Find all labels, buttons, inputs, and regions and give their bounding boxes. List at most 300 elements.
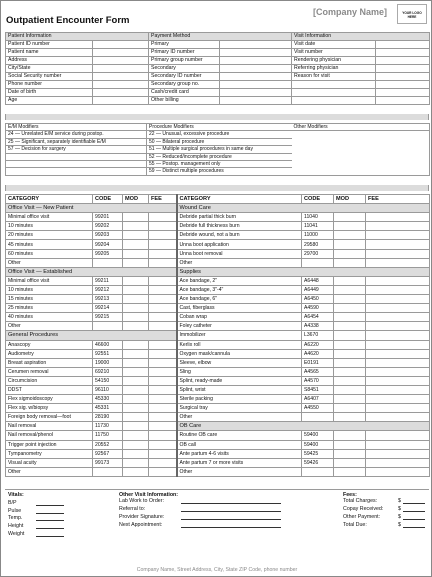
code-value: 59400 xyxy=(302,431,334,440)
codes-table xyxy=(5,194,430,477)
fee-entry[interactable] xyxy=(366,404,430,413)
code-category-label: 20 minutes xyxy=(6,231,93,240)
code-value: 99211 xyxy=(93,276,123,285)
code-category-label: Debride wound, not a burn xyxy=(177,231,302,240)
modifier-entry[interactable] xyxy=(123,431,149,440)
modifier-entry[interactable] xyxy=(123,285,149,294)
payment-field-value[interactable] xyxy=(220,97,292,105)
fee-entry[interactable] xyxy=(366,367,430,376)
code-value: 29700 xyxy=(302,249,334,258)
visit-field-label: Reason for visit xyxy=(292,73,376,81)
codes-row xyxy=(6,313,430,322)
modifier-entry[interactable] xyxy=(334,376,366,385)
fee-entry[interactable] xyxy=(149,458,177,467)
code-value: 45331 xyxy=(93,404,123,413)
code-category-label: Ante partum 4-6 visits xyxy=(177,449,302,458)
patient-field-value[interactable] xyxy=(93,89,149,97)
patient-field-value[interactable] xyxy=(93,57,149,65)
fee-entry-line[interactable] xyxy=(403,527,425,528)
info-section-header: Patient Information xyxy=(6,33,149,41)
modifier-entry[interactable] xyxy=(123,349,149,358)
modifier-entry[interactable] xyxy=(123,440,149,449)
modifier-entry[interactable] xyxy=(334,404,366,413)
fee-entry[interactable] xyxy=(149,385,177,394)
modifier-entry[interactable] xyxy=(334,395,366,404)
code-value: 92567 xyxy=(93,449,123,458)
code-category-label: OB call xyxy=(177,440,302,449)
visit-field-value[interactable] xyxy=(376,81,430,89)
fee-entry[interactable] xyxy=(149,413,177,422)
fee-entry[interactable] xyxy=(149,404,177,413)
modifier-section-header: Procedure Modifiers xyxy=(147,124,292,131)
modifier-entry[interactable] xyxy=(334,413,366,422)
modifier-entry[interactable] xyxy=(123,376,149,385)
code-value xyxy=(302,467,334,476)
fee-entry[interactable] xyxy=(149,285,177,294)
payment-field-value[interactable] xyxy=(220,81,292,89)
codes-row xyxy=(6,458,430,467)
fee-entry[interactable] xyxy=(149,313,177,322)
fee-entry[interactable] xyxy=(149,449,177,458)
vital-label: B/P xyxy=(8,500,17,506)
fee-entry[interactable] xyxy=(366,449,430,458)
code-category-label: Ace bandage, 6" xyxy=(177,295,302,304)
fee-entry[interactable] xyxy=(149,258,177,267)
modifier-entry[interactable] xyxy=(123,240,149,249)
codes-row xyxy=(6,449,430,458)
em-modifier-item[interactable]: 25 — Significant, separately identifiable E/M xyxy=(6,138,147,145)
other-visit-entry-line[interactable] xyxy=(181,519,281,520)
fee-entry[interactable] xyxy=(149,431,177,440)
fee-entry-line[interactable] xyxy=(403,511,425,512)
code-value: A6448 xyxy=(302,276,334,285)
modifier-entry[interactable] xyxy=(334,349,366,358)
codes-row xyxy=(6,258,430,267)
em-modifier-item[interactable]: 24 — Unrelated E/M service during postop. xyxy=(6,131,147,138)
modifier-entry[interactable] xyxy=(123,304,149,313)
modifier-entry[interactable] xyxy=(334,276,366,285)
codes-row xyxy=(6,222,430,231)
code-category-label: Foley catheter xyxy=(177,322,302,331)
vital-label: Weight xyxy=(8,530,25,537)
fee-entry[interactable] xyxy=(149,358,177,367)
codes-row xyxy=(6,340,430,349)
code-value: 28190 xyxy=(93,413,123,422)
payment-field-label: Primary ID number xyxy=(149,49,220,57)
form-title: Outpatient Encounter Form xyxy=(6,15,130,26)
fee-currency-symbol: $ xyxy=(398,514,401,520)
code-category-label: Minimal office visit xyxy=(6,276,93,285)
code-value: 54150 xyxy=(93,376,123,385)
code-category-label: Visual acuity xyxy=(6,458,93,467)
payment-field-value[interactable] xyxy=(220,49,292,57)
code-category-label: Cerumen removal xyxy=(6,367,93,376)
code-category-label: 40 minutes xyxy=(6,313,93,322)
vital-entry-line[interactable] xyxy=(36,528,64,529)
modifier-entry[interactable] xyxy=(334,322,366,331)
codes-row xyxy=(6,240,430,249)
modifier-entry[interactable] xyxy=(334,222,366,231)
code-value: 92551 xyxy=(93,349,123,358)
visit-field-label xyxy=(292,81,376,89)
patient-field-value[interactable] xyxy=(93,81,149,89)
fee-entry[interactable] xyxy=(366,313,430,322)
fee-entry[interactable] xyxy=(366,349,430,358)
code-value: A6449 xyxy=(302,285,334,294)
procedure-modifier-item[interactable]: 51 — Multiple surgical procedures in same day xyxy=(147,146,292,153)
fee-entry[interactable] xyxy=(149,422,177,431)
info-row xyxy=(6,41,430,49)
code-category-label: Other xyxy=(6,467,93,476)
fee-label: Copay Received: xyxy=(343,506,384,512)
code-category-label: Trigger point injection xyxy=(6,440,93,449)
code-value: A4620 xyxy=(302,349,334,358)
code-category-label: Ace bandage, 2" xyxy=(177,276,302,285)
code-category-label: 10 minutes xyxy=(6,222,93,231)
modifier-entry[interactable] xyxy=(123,404,149,413)
other-visit-entry-line[interactable] xyxy=(181,503,281,504)
fee-entry[interactable] xyxy=(366,240,430,249)
code-category-label: Routine OB care xyxy=(177,431,302,440)
code-category-label: Other xyxy=(6,258,93,267)
logo-placeholder: YOUR LOGO HERE xyxy=(397,4,427,24)
code-value: 59425 xyxy=(302,449,334,458)
modifier-entry[interactable] xyxy=(123,313,149,322)
code-value: 11750 xyxy=(93,431,123,440)
modifier-entry[interactable] xyxy=(123,276,149,285)
procedure-modifier-item[interactable]: 59 — Distinct multiple procedures xyxy=(149,168,224,175)
fee-entry[interactable] xyxy=(149,440,177,449)
fee-entry[interactable] xyxy=(149,322,177,331)
code-value: A4565 xyxy=(302,367,334,376)
fee-entry[interactable] xyxy=(366,358,430,367)
modifier-entry[interactable] xyxy=(334,285,366,294)
patient-field-value[interactable] xyxy=(93,65,149,73)
fee-entry[interactable] xyxy=(366,458,430,467)
codes-row xyxy=(6,213,430,222)
procedure-modifier-item[interactable]: 50 — Bilateral procedure xyxy=(147,138,292,145)
other-modifier-item[interactable] xyxy=(292,138,430,145)
info-section-header: Visit Information xyxy=(292,33,430,41)
code-category-label: Other xyxy=(177,413,302,422)
code-value: A4550 xyxy=(302,404,334,413)
em-modifier-item[interactable]: 57 — Decision for surgery xyxy=(6,146,147,153)
code-value: L3670 xyxy=(302,331,334,340)
payment-field-value[interactable] xyxy=(220,89,292,97)
fee-entry[interactable] xyxy=(149,376,177,385)
other-modifier-item[interactable] xyxy=(292,168,430,175)
code-value: A4590 xyxy=(302,304,334,313)
fee-entry[interactable] xyxy=(149,240,177,249)
fee-entry[interactable] xyxy=(149,295,177,304)
modifier-entry[interactable] xyxy=(334,313,366,322)
code-category-label: 10 minutes xyxy=(6,285,93,294)
payment-field-value[interactable] xyxy=(220,57,292,65)
patient-field-value[interactable] xyxy=(93,97,149,105)
info-row xyxy=(6,49,430,57)
visit-field-value[interactable] xyxy=(376,89,430,97)
visit-field-label: Visit number xyxy=(292,49,376,57)
info-header-row xyxy=(6,33,430,41)
code-value: E0191 xyxy=(302,358,334,367)
modifier-entry[interactable] xyxy=(334,467,366,476)
fee-entry[interactable] xyxy=(149,395,177,404)
other-modifier-item[interactable] xyxy=(292,131,430,138)
fee-entry[interactable] xyxy=(366,285,430,294)
payment-field-label: Other billing xyxy=(149,97,220,105)
fee-entry[interactable] xyxy=(366,395,430,404)
fee-entry[interactable] xyxy=(366,295,430,304)
vitals-title: Vitals: xyxy=(8,492,24,498)
code-value: 46600 xyxy=(93,340,123,349)
code-category-label: Surgical tray xyxy=(177,404,302,413)
code-value: A4570 xyxy=(302,376,334,385)
payment-field-label: Primary xyxy=(149,41,220,49)
fee-entry[interactable] xyxy=(366,322,430,331)
fee-entry[interactable] xyxy=(149,340,177,349)
modifier-entry[interactable] xyxy=(334,431,366,440)
modifier-entry[interactable] xyxy=(123,467,149,476)
modifier-entry[interactable] xyxy=(123,249,149,258)
modifier-entry[interactable] xyxy=(123,449,149,458)
code-value: 99202 xyxy=(93,222,123,231)
modifier-row xyxy=(6,138,430,145)
modifier-entry[interactable] xyxy=(334,440,366,449)
modifier-entry[interactable] xyxy=(123,422,149,431)
modifier-entry[interactable] xyxy=(334,249,366,258)
code-value: 45330 xyxy=(93,395,123,404)
modifier-entry[interactable] xyxy=(334,340,366,349)
info-row xyxy=(6,65,430,73)
fee-entry[interactable] xyxy=(149,276,177,285)
code-category-label: Unna boot removal xyxy=(177,249,302,258)
modifier-entry[interactable] xyxy=(123,340,149,349)
code-section-header: Wound Care xyxy=(177,204,430,213)
payment-field-value[interactable] xyxy=(220,65,292,73)
modifier-entry[interactable] xyxy=(123,213,149,222)
visit-field-value[interactable] xyxy=(376,57,430,65)
fee-entry[interactable] xyxy=(149,231,177,240)
codes-row xyxy=(6,204,430,213)
vital-entry-line[interactable] xyxy=(36,505,64,506)
em-modifier-item[interactable] xyxy=(6,168,147,175)
code-category-label: Other xyxy=(177,258,302,267)
modifier-entry[interactable] xyxy=(334,295,366,304)
code-category-label: 15 minutes xyxy=(6,295,93,304)
code-category-label: Cast, fiberglass xyxy=(177,304,302,313)
code-category-label: 60 minutes xyxy=(6,249,93,258)
modifier-entry[interactable] xyxy=(334,449,366,458)
fee-entry[interactable] xyxy=(149,467,177,476)
fee-entry[interactable] xyxy=(149,304,177,313)
procedure-modifier-item[interactable]: 55 — Postop. management only xyxy=(147,161,292,168)
code-value: 69210 xyxy=(93,367,123,376)
payment-field-value[interactable] xyxy=(220,73,292,81)
modifier-entry[interactable] xyxy=(334,304,366,313)
visit-field-value[interactable] xyxy=(376,41,430,49)
fee-entry[interactable] xyxy=(366,467,430,476)
em-modifier-item[interactable] xyxy=(6,161,147,168)
codes-row xyxy=(6,422,430,431)
vital-entry-line[interactable] xyxy=(36,513,64,514)
code-value: 11041 xyxy=(302,222,334,231)
fee-entry-line[interactable] xyxy=(403,519,425,520)
info-section-header: Payment Method xyxy=(149,33,292,41)
codes-column-header: MOD xyxy=(123,195,149,204)
fee-entry[interactable] xyxy=(366,258,430,267)
patient-field-label: Age xyxy=(6,97,93,105)
codes-row xyxy=(6,267,430,276)
fee-entry-line[interactable] xyxy=(403,503,425,504)
vital-entry-line[interactable] xyxy=(36,536,64,537)
code-category-label: Ace bandage, 3"-4" xyxy=(177,285,302,294)
code-category-label: Circumcision xyxy=(6,376,93,385)
code-category-label: Unna boot application xyxy=(177,240,302,249)
payment-field-value[interactable] xyxy=(220,41,292,49)
fee-entry[interactable] xyxy=(366,231,430,240)
info-table xyxy=(5,32,430,105)
modifier-entry[interactable] xyxy=(123,322,149,331)
fee-entry[interactable] xyxy=(149,222,177,231)
modifier-entry[interactable] xyxy=(123,413,149,422)
modifier-entry[interactable] xyxy=(334,385,366,394)
modifier-entry[interactable] xyxy=(334,258,366,267)
modifier-entry[interactable] xyxy=(123,222,149,231)
modifier-section-header: Other Modifiers xyxy=(292,124,430,131)
visit-field-value[interactable] xyxy=(376,73,430,81)
code-value xyxy=(93,467,123,476)
code-category-label: Nail removal/phenol xyxy=(6,431,93,440)
code-value: S8451 xyxy=(302,385,334,394)
other-visit-label: Referral to: xyxy=(119,506,146,512)
fee-entry[interactable] xyxy=(149,367,177,376)
code-value: 29580 xyxy=(302,240,334,249)
code-value: 99203 xyxy=(93,231,123,240)
fee-entry[interactable] xyxy=(366,331,430,340)
codes-column-header: CODE xyxy=(302,195,334,204)
fee-entry[interactable] xyxy=(366,431,430,440)
fee-currency-symbol: $ xyxy=(398,506,401,512)
fees-title: Fees: xyxy=(343,492,357,498)
modifier-entry[interactable] xyxy=(123,231,149,240)
fee-entry[interactable] xyxy=(366,222,430,231)
modifier-entry[interactable] xyxy=(123,358,149,367)
modifier-row xyxy=(6,131,430,138)
code-category-label: Debride full thickness burn xyxy=(177,222,302,231)
code-category-label: Nail removal xyxy=(6,422,93,431)
modifier-entry[interactable] xyxy=(334,458,366,467)
patient-field-value[interactable] xyxy=(93,41,149,49)
fee-entry[interactable] xyxy=(366,440,430,449)
code-category-label: Other xyxy=(6,322,93,331)
fee-entry[interactable] xyxy=(366,340,430,349)
code-category-label: Sterile packing xyxy=(177,395,302,404)
procedure-modifier-item[interactable]: 52 — Reduced/incomplete procedure xyxy=(147,153,292,160)
code-value: 11040 xyxy=(302,213,334,222)
codes-column-header: CATEGORY xyxy=(177,195,302,204)
codes-row xyxy=(6,376,430,385)
fee-entry[interactable] xyxy=(366,213,430,222)
code-category-label: Audiometry xyxy=(6,349,93,358)
code-value: 99205 xyxy=(93,249,123,258)
fee-entry[interactable] xyxy=(149,249,177,258)
fee-entry[interactable] xyxy=(366,376,430,385)
modifier-section-header: E/M Modifiers xyxy=(6,124,147,131)
fee-entry[interactable] xyxy=(366,413,430,422)
code-value xyxy=(302,258,334,267)
patient-field-value[interactable] xyxy=(93,49,149,57)
code-value: 99173 xyxy=(93,458,123,467)
other-modifier-item[interactable] xyxy=(292,161,430,168)
modifier-entry[interactable] xyxy=(334,358,366,367)
modifier-entry[interactable] xyxy=(123,458,149,467)
fee-entry[interactable] xyxy=(149,349,177,358)
code-category-label: Debride partial thick burn xyxy=(177,213,302,222)
codes-row xyxy=(6,413,430,422)
modifier-entry[interactable] xyxy=(334,240,366,249)
code-category-label: DDST xyxy=(6,385,93,394)
visit-field-value[interactable] xyxy=(376,49,430,57)
codes-row xyxy=(6,440,430,449)
other-visit-entry-line[interactable] xyxy=(181,511,281,512)
codes-row xyxy=(6,331,430,340)
other-modifier-item[interactable] xyxy=(292,146,430,153)
modifier-entry[interactable] xyxy=(123,258,149,267)
visit-field-value[interactable] xyxy=(376,97,430,105)
modifiers-table xyxy=(5,123,430,176)
code-value: 99201 xyxy=(93,213,123,222)
visit-field-label: Visit date xyxy=(292,41,376,49)
codes-row xyxy=(6,285,430,294)
em-modifier-item[interactable] xyxy=(6,153,147,160)
payment-field-label: Secondary group no. xyxy=(149,81,220,89)
modifier-entry[interactable] xyxy=(334,231,366,240)
modifier-entry[interactable] xyxy=(123,295,149,304)
other-visit-label: Next Appointment: xyxy=(119,522,163,528)
modifier-entry[interactable] xyxy=(123,367,149,376)
modifier-entry[interactable] xyxy=(334,331,366,340)
other-modifier-item[interactable] xyxy=(292,153,430,160)
info-row xyxy=(6,73,430,81)
payment-field-label: Secondary ID number xyxy=(149,73,220,81)
code-category-label: Flex sigmoidoscopy xyxy=(6,395,93,404)
fee-entry[interactable] xyxy=(366,249,430,258)
fee-entry[interactable] xyxy=(149,213,177,222)
code-category-label: Foreign body removal—foot xyxy=(6,413,93,422)
visit-summary xyxy=(5,489,429,565)
fee-entry[interactable] xyxy=(366,304,430,313)
modifier-entry[interactable] xyxy=(334,367,366,376)
code-category-label: Oxygen mask/cannula xyxy=(177,349,302,358)
code-value: 96110 xyxy=(93,385,123,394)
fee-entry[interactable] xyxy=(366,276,430,285)
code-category-label: 45 minutes xyxy=(6,240,93,249)
vital-entry-line[interactable] xyxy=(36,520,64,521)
other-visit-entry-line[interactable] xyxy=(181,527,281,528)
info-row xyxy=(6,97,430,105)
modifier-entry[interactable] xyxy=(123,385,149,394)
patient-field-value[interactable] xyxy=(93,73,149,81)
visit-field-value[interactable] xyxy=(376,65,430,73)
fee-entry[interactable] xyxy=(366,385,430,394)
codes-row xyxy=(6,431,430,440)
codes-row xyxy=(6,395,430,404)
modifier-entry[interactable] xyxy=(123,395,149,404)
code-category-label: Other xyxy=(177,467,302,476)
modifier-entry[interactable] xyxy=(334,213,366,222)
codes-row xyxy=(6,249,430,258)
procedure-modifier-item[interactable]: 22 — Unusual, excessive procedure xyxy=(147,131,292,138)
